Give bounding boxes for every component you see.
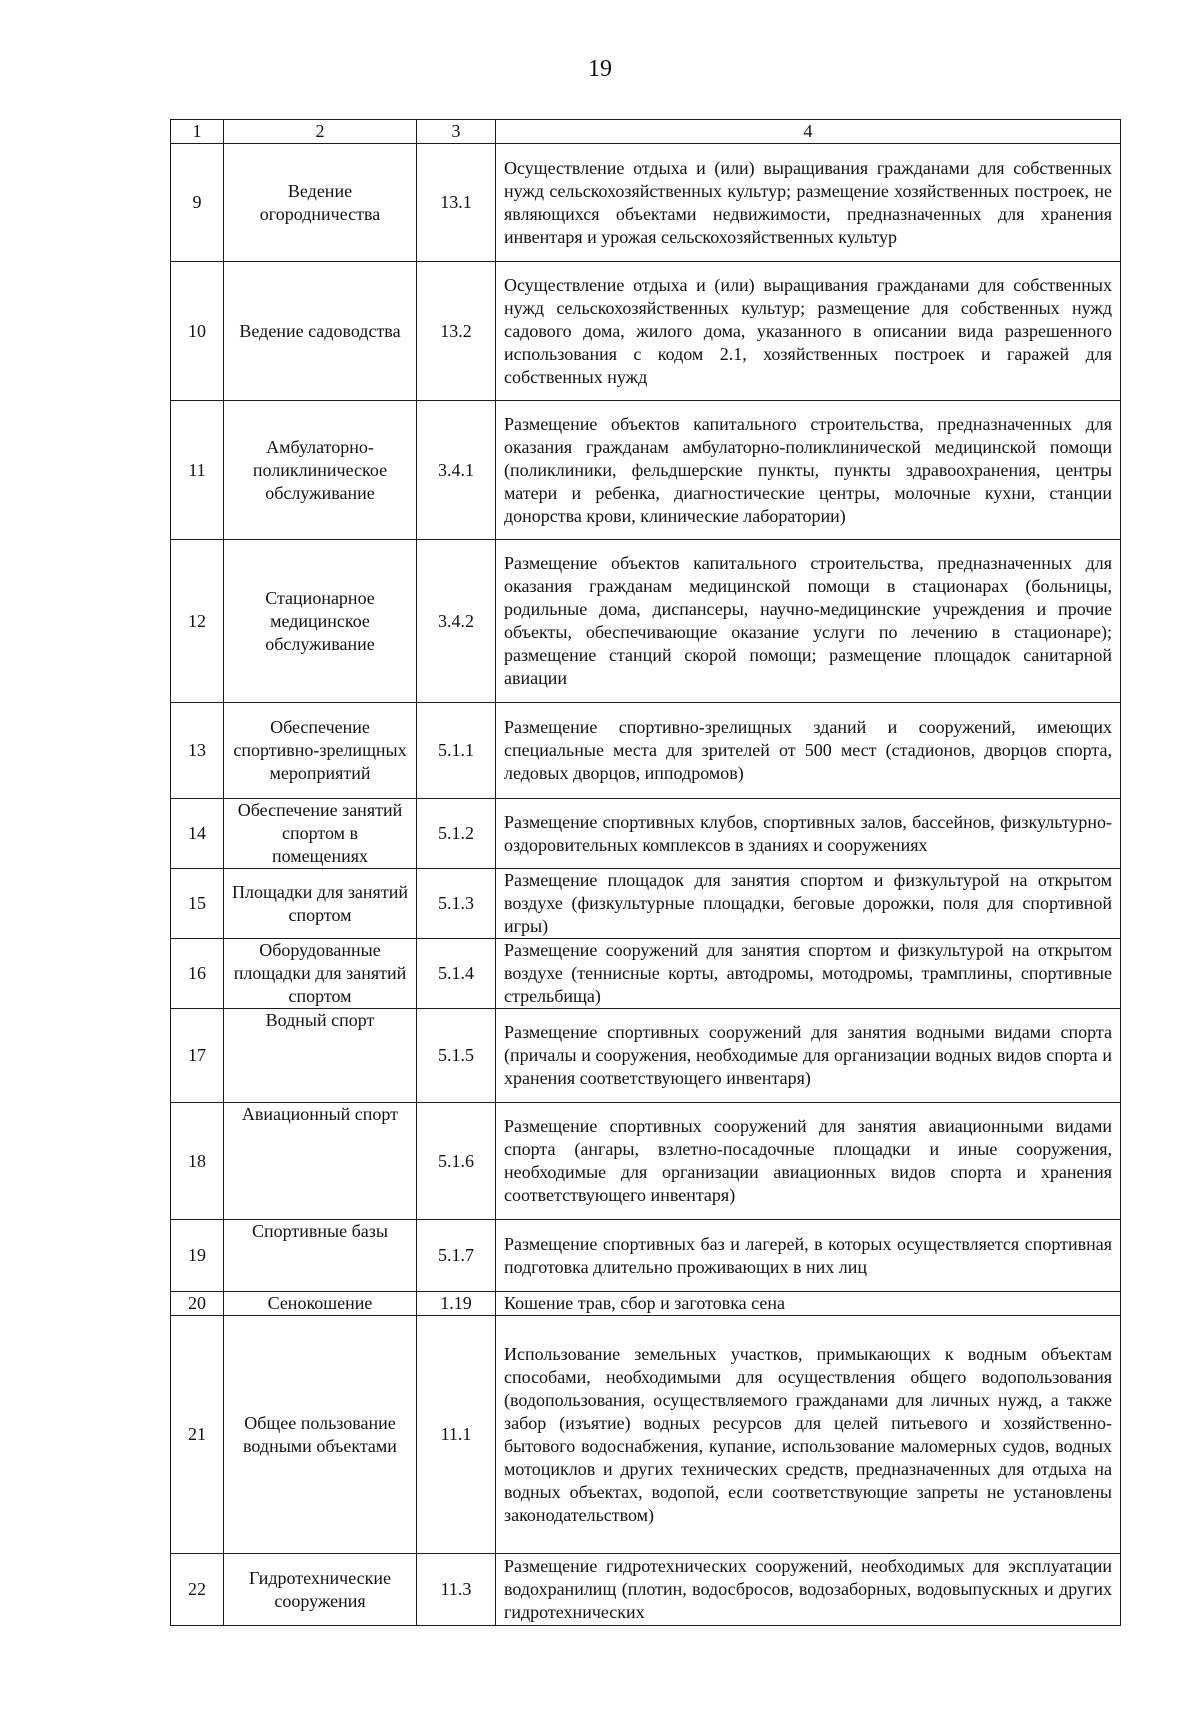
use-type-name: Площадки для занятий спортом [224,869,417,939]
use-type-description: Кошение трав, сбор и заготовка сена [496,1292,1121,1316]
table-row [171,1316,1121,1554]
land-use-table [170,119,1121,1626]
use-type-name: Авиационный спорт [224,1103,417,1220]
row-number: 9 [171,144,224,262]
use-type-description: Размещение сооружений для занятия спортом и физкультурой на открытом воздухе (теннисные корты, автодромы, мотодромы, трамплины, спортивные стрельбища) [496,939,1121,1009]
row-number: 13 [171,703,224,799]
use-type-description: Размещение площадок для занятия спортом и физкультурой на открытом воздухе (физкультурные площадки, беговые дорожки, поля для спортивной игры) [496,869,1121,939]
table-row [171,1009,1121,1103]
row-number: 14 [171,799,224,869]
use-type-description: Размещение гидротехнических сооружений, необходимых для эксплуатации водохранилищ (плотин, водосбросов, водозаборных, водовыпускных и других гидротехнических [496,1554,1121,1626]
header-col-2: 2 [224,120,417,144]
use-type-name: Ведение садоводства [224,262,417,401]
page-number: 19 [588,56,612,82]
use-type-description: Размещение объектов капитального строительства, предназначенных для оказания гражданам медицинской помощи в стационарах (больницы, родильные дома, диспансеры, научно-медицинские учреждения и прочие объекты, обеспечивающие оказание услуги по лечению в стационаре); размещение станций скорой помощи; размещение площадок санитарной авиации [496,540,1121,703]
table-row [171,540,1121,703]
use-type-name: Стационарное медицинское обслуживание [224,540,417,703]
use-type-code: 5.1.1 [417,703,496,799]
table-row [171,703,1121,799]
table-row [171,799,1121,869]
use-type-code: 11.3 [417,1554,496,1626]
use-type-name: Сенокошение [224,1292,417,1316]
use-type-description: Размещение спортивных клубов, спортивных залов, бассейнов, физкультурно-оздоровительных комплексов в зданиях и сооружениях [496,799,1121,869]
use-type-description: Размещение спортивных баз и лагерей, в которых осуществляется спортивная подготовка длительно проживающих в них лиц [496,1220,1121,1292]
use-type-name: Спортивные базы [224,1220,417,1292]
use-type-name: Амбулаторно-поликлиническое обслуживание [224,401,417,540]
use-type-description: Размещение объектов капитального строительства, предназначенных для оказания гражданам амбулаторно-поликлинической медицинской помощи (поликлиники, фельдшерские пункты, пункты здравоохранения, центры матери и ребенка, диагностические центры, молочные кухни, станции донорства крови, клинические лаборатории) [496,401,1121,540]
use-type-code: 13.1 [417,144,496,262]
use-type-code: 1.19 [417,1292,496,1316]
row-number: 16 [171,939,224,1009]
use-type-code: 5.1.7 [417,1220,496,1292]
use-type-code: 5.1.4 [417,939,496,1009]
header-col-4: 4 [496,120,1121,144]
row-number: 22 [171,1554,224,1626]
use-type-code: 5.1.5 [417,1009,496,1103]
table-row [171,869,1121,939]
use-type-description: Размещение спортивно-зрелищных зданий и сооружений, имеющих специальные места для зрителей от 500 мест (стадионов, дворцов спорта, ледовых дворцов, ипподромов) [496,703,1121,799]
header-row [171,120,1121,144]
row-number: 12 [171,540,224,703]
use-type-name: Гидротехнические сооружения [224,1554,417,1626]
use-type-description: Размещение спортивных сооружений для занятия водными видами спорта (причалы и сооружения, необходимые для организации водных видов спорта и хранения соответствующего инвентаря) [496,1009,1121,1103]
row-number: 17 [171,1009,224,1103]
use-type-name: Общее пользование водными объектами [224,1316,417,1554]
use-type-code: 13.2 [417,262,496,401]
row-number: 19 [171,1220,224,1292]
use-type-name: Оборудованные площадки для занятий спортом [224,939,417,1009]
use-type-description: Размещение спортивных сооружений для занятия авиационными видами спорта (ангары, взлетно-посадочные площадки и иные сооружения, необходимые для организации авиационных видов спорта и хранения соответствующего инвентаря) [496,1103,1121,1220]
use-type-name: Водный спорт [224,1009,417,1103]
use-type-name: Обеспечение спортивно-зрелищных мероприятий [224,703,417,799]
row-number: 21 [171,1316,224,1554]
table-row [171,144,1121,262]
table-row [171,262,1121,401]
row-number: 10 [171,262,224,401]
header-col-3: 3 [417,120,496,144]
use-type-name: Ведение огородничества [224,144,417,262]
row-number: 20 [171,1292,224,1316]
table-row [171,1103,1121,1220]
use-type-code: 3.4.2 [417,540,496,703]
use-type-code: 11.1 [417,1316,496,1554]
use-type-code: 5.1.2 [417,799,496,869]
use-type-description: Осуществление отдыха и (или) выращивания гражданами для собственных нужд сельскохозяйственных культур; размещение для собственных нужд садового дома, жилого дома, указанного в описании вида разрешенного использования с кодом 2.1, хозяйственных построек и гаражей для собственных нужд [496,262,1121,401]
table-row [171,1292,1121,1316]
table-row [171,939,1121,1009]
row-number: 15 [171,869,224,939]
use-type-code: 3.4.1 [417,401,496,540]
row-number: 11 [171,401,224,540]
use-type-name: Обеспечение занятий спортом в помещениях [224,799,417,869]
header-col-1: 1 [171,120,224,144]
table-row [171,1554,1121,1626]
table-row [171,401,1121,540]
row-number: 18 [171,1103,224,1220]
use-type-code: 5.1.6 [417,1103,496,1220]
use-type-description: Использование земельных участков, примыкающих к водным объектам способами, необходимыми для осуществления общего водопользования (водопользования, осуществляемого гражданами для личных нужд, а также забор (изъятие) водных ресурсов для целей питьевого и хозяйственно-бытового водоснабжения, купание, использование маломерных судов, водных мотоциклов и других технических средств, предназначенных для отдыха на водных объектах, водопой, если соответствующие запреты не установлены законодательством) [496,1316,1121,1554]
table-row [171,1220,1121,1292]
use-type-code: 5.1.3 [417,869,496,939]
use-type-description: Осуществление отдыха и (или) выращивания гражданами для собственных нужд сельскохозяйственных культур; размещение хозяйственных построек, не являющихся объектами недвижимости, предназначенных для хранения инвентаря и урожая сельскохозяйственных культур [496,144,1121,262]
